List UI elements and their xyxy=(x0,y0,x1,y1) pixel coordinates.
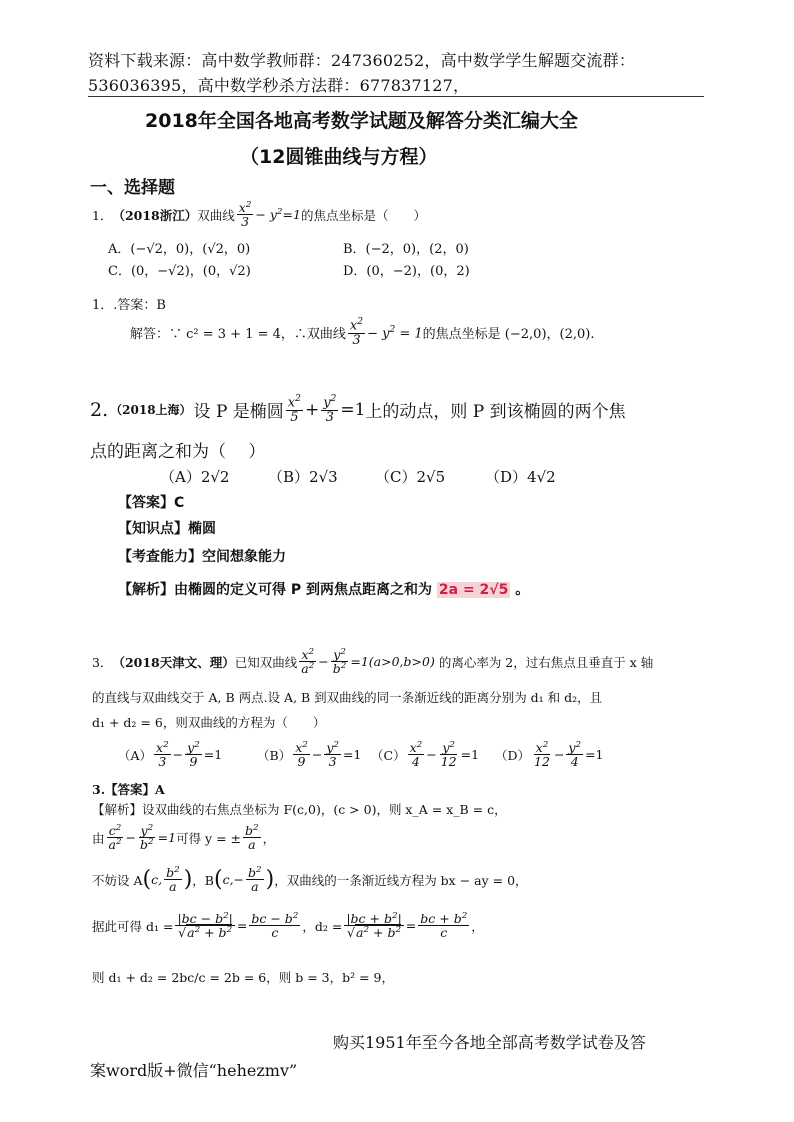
source-header-line-2: 536036395，高中数学秒杀方法群：677837127， xyxy=(88,76,470,95)
footer-ad-line-1: 购买1951年至今各地全部高考数学试卷及答 xyxy=(333,1033,646,1052)
question-source: （2018上海） xyxy=(110,403,192,418)
highlighted-formula: 2a = 2√5 xyxy=(438,582,509,598)
option-a: A．(−√2，0)，(√2，0) xyxy=(108,242,251,257)
question-text: 的焦点坐标是（ ） xyxy=(300,207,426,223)
option-d: （D） $\frac{x^2}{12}$ − $\frac{y^2}{4}$ =1 xyxy=(495,740,604,770)
fraction-x2-over-3: $\frac{x^2}{3}$ xyxy=(238,200,252,230)
solution-text: 解答：∵ c² = 3 + 1 = 4，∴双曲线 xyxy=(130,327,346,343)
analysis-text: 【解析】由椭圆的定义可得 P 到两焦点距离之和为 xyxy=(118,582,433,598)
fraction-x2-over-3: $\frac{x^2}{3}$ xyxy=(349,317,364,348)
fraction: $\frac{y^2}{4}$ xyxy=(568,740,582,770)
option-d: （D）4√2 xyxy=(485,468,556,486)
option-a: （A） $\frac{x^2}{3}$ − $\frac{y^2}{9}$ =1 xyxy=(118,740,223,770)
fraction-y2-over-3: $\frac{y^2}{3}$ xyxy=(323,394,337,425)
answer: 3.【答案】A xyxy=(92,782,165,797)
fraction: $\frac{b^2}{a}$ xyxy=(166,865,180,895)
option-c: （C）2√5 xyxy=(375,468,446,486)
fraction: $\frac{|bc + b^2|}{√a^2 + b^2}$ xyxy=(346,911,402,941)
footer-ad-line-2: 案word版+微信“hehezmv” xyxy=(90,1061,298,1080)
question-2-stem: 2. （2018上海） 设 P 是椭圆 $\frac{x^2}{5}$ + $\frac{y^2}{3}$ =1 上的动点，则 P 到该椭圆的两个焦 xyxy=(90,394,626,425)
question-text: 的离心率为 2，过右焦点且垂直于 x 轴 xyxy=(438,654,654,670)
solution-line-5: 则 d₁ + d₂ = 2bc/c = 2b = 6，则 b = 3，b² = 9， xyxy=(92,970,394,985)
question-3-stem: 3． （2018天津文、理） 已知双曲线 $\frac{x^2}{a^2}$ − $\frac{y^2}{b^2}$ =1(a>0,b>0) 的离心率为 2，过右焦点且垂直于 x 轴 xyxy=(92,647,654,677)
analysis-end: 。 xyxy=(515,582,530,598)
question-text: 双曲线 xyxy=(197,207,235,223)
question-2-stem-continued: 点的距离之和为（ ） xyxy=(90,442,266,462)
question-number: 1． xyxy=(92,207,113,223)
solution-line-2: 由 $\frac{c^2}{a^2}$ − $\frac{y^2}{b^2}$ =1 可得 y = ± $\frac{b^2}{a}$ ， xyxy=(92,823,276,853)
solution-text: 由 xyxy=(92,830,105,846)
section-heading: 一、选择题 xyxy=(90,178,175,198)
question-number: 2. xyxy=(90,398,109,421)
solution-line-3: 不妨设 A ( c, $\frac{b^2}{a}$ ) ，B ( c,− $\frac{b^2}{a}$ ) ，双曲线的一条渐近线方程为 bx − ay = 0， xyxy=(92,865,528,895)
fraction: $\frac{b^2}{a}$ xyxy=(245,823,259,853)
question-number: 3． xyxy=(92,654,113,670)
knowledge-point: 【知识点】椭圆 xyxy=(118,521,216,537)
document-title: 2018年全国各地高考数学试题及解答分类汇编大全 xyxy=(145,110,578,132)
question-text: 上的动点，则 P 到该椭圆的两个焦 xyxy=(365,402,626,423)
fraction: $\frac{|bc - b^2|}{√a^2 + b^2}$ xyxy=(177,911,233,941)
solution-text: ，双曲线的一条渐近线方程为 bx − ay = 0， xyxy=(274,872,528,888)
fraction: $\frac{y^2}{9}$ xyxy=(187,740,200,770)
solution xyxy=(130,318,594,348)
fraction: $\frac{b^2}{a}$ xyxy=(248,865,262,895)
fraction: $\frac{c^2}{a^2}$ xyxy=(108,823,122,853)
solution-text: 不妨设 A xyxy=(92,872,143,888)
document-subtitle: （12圆锥曲线与方程） xyxy=(240,146,438,168)
question-text: 已知双曲线 xyxy=(234,654,298,670)
fraction: $\frac{y^2}{3}$ xyxy=(326,740,339,770)
fraction: $\frac{x^2}{3}$ xyxy=(156,740,169,770)
question-3-line-3: d₁ + d₂ = 6，则双曲线的方程为（ ） xyxy=(92,715,326,730)
fraction: $\frac{y^2}{12}$ xyxy=(440,740,457,770)
solution-text: 的焦点坐标是 (−2,0)，(2,0). xyxy=(422,327,595,343)
solution-text: ，d₂ = xyxy=(302,918,343,934)
solution-text: ，B xyxy=(192,872,214,888)
fraction: $\frac{bc - b^2}{c}$ xyxy=(251,911,299,941)
fraction: $\frac{x^2}{12}$ xyxy=(534,740,550,770)
fraction: $\frac{x^2}{4}$ xyxy=(409,740,423,770)
option-label: （D） xyxy=(495,747,531,763)
answer: 【答案】C xyxy=(118,495,185,511)
option-b: （B）2√3 xyxy=(268,468,338,486)
fraction-y2-over-b2: $\frac{y^2}{b^2}$ xyxy=(332,647,347,677)
source-header-line-1: 资料下载来源：高中数学教师群：247360252，高中数学学生解题交流群： xyxy=(88,51,636,70)
header-divider xyxy=(88,96,704,97)
solution-text: 据此可得 d₁ = xyxy=(92,918,174,934)
question-source: （2018浙江） xyxy=(112,207,198,223)
answer: 1．.答案：B xyxy=(92,298,166,313)
option-a: （A）2√2 xyxy=(160,468,230,486)
formula-term: − $y^2 = 1$ xyxy=(367,324,423,341)
formula-term: − $y^2=1$ xyxy=(255,207,301,223)
fraction: $\frac{y^2}{b^2}$ xyxy=(140,823,154,853)
solution-line-1: 【解析】设双曲线的右焦点坐标为 F(c,0)，(c > 0)，则 x_A = x_B = c， xyxy=(92,802,507,817)
tested-ability: 【考查能力】空间想象能力 xyxy=(118,549,286,565)
question-text: 设 P 是椭圆 xyxy=(193,402,284,423)
formula-term: =1(a>0,b>0) xyxy=(350,654,439,670)
option-c: （C） $\frac{x^2}{4}$ − $\frac{y^2}{12}$ =1 xyxy=(371,740,480,770)
fraction-x2-over-5: $\frac{x^2}{5}$ xyxy=(287,394,301,425)
fraction: $\frac{bc + b^2}{c}$ xyxy=(420,911,468,941)
option-c: C．(0，−√2)，(0，√2) xyxy=(108,264,251,279)
fraction: $\frac{x^2}{9}$ xyxy=(295,740,308,770)
fraction-x2-over-a2: $\frac{x^2}{a^2}$ xyxy=(301,647,315,677)
solution-text: 可得 y = ± xyxy=(176,830,241,846)
solution-line-4: 据此可得 d₁ = $\frac{|bc - b^2|}{√a^2 + b^2}$ = $\frac{bc - b^2}{c}$ ，d₂ = $\frac{|bc + b^2|}{√a^2 + b^2}$ = $\frac{bc + b^2}{c}$ ， xyxy=(92,911,484,941)
question-3-line-2: 的直线与双曲线交于 A, B 两点.设 A, B 到双曲线的同一条渐近线的距离分别为 d₁ 和 d₂，且 xyxy=(92,690,603,705)
option-b: B．(−2，0)，(2，0) xyxy=(343,242,469,257)
analysis xyxy=(118,579,529,599)
option-label: （C） xyxy=(371,747,406,763)
question-source: （2018天津文、理） xyxy=(112,654,235,670)
question-1-stem xyxy=(92,201,426,228)
option-d: D．(0，−2)，(0，2) xyxy=(343,264,470,279)
option-label: （A） xyxy=(118,747,153,763)
option-b: （B） $\frac{x^2}{9}$ − $\frac{y^2}{3}$ =1 xyxy=(257,740,362,770)
option-label: （B） xyxy=(257,747,292,763)
